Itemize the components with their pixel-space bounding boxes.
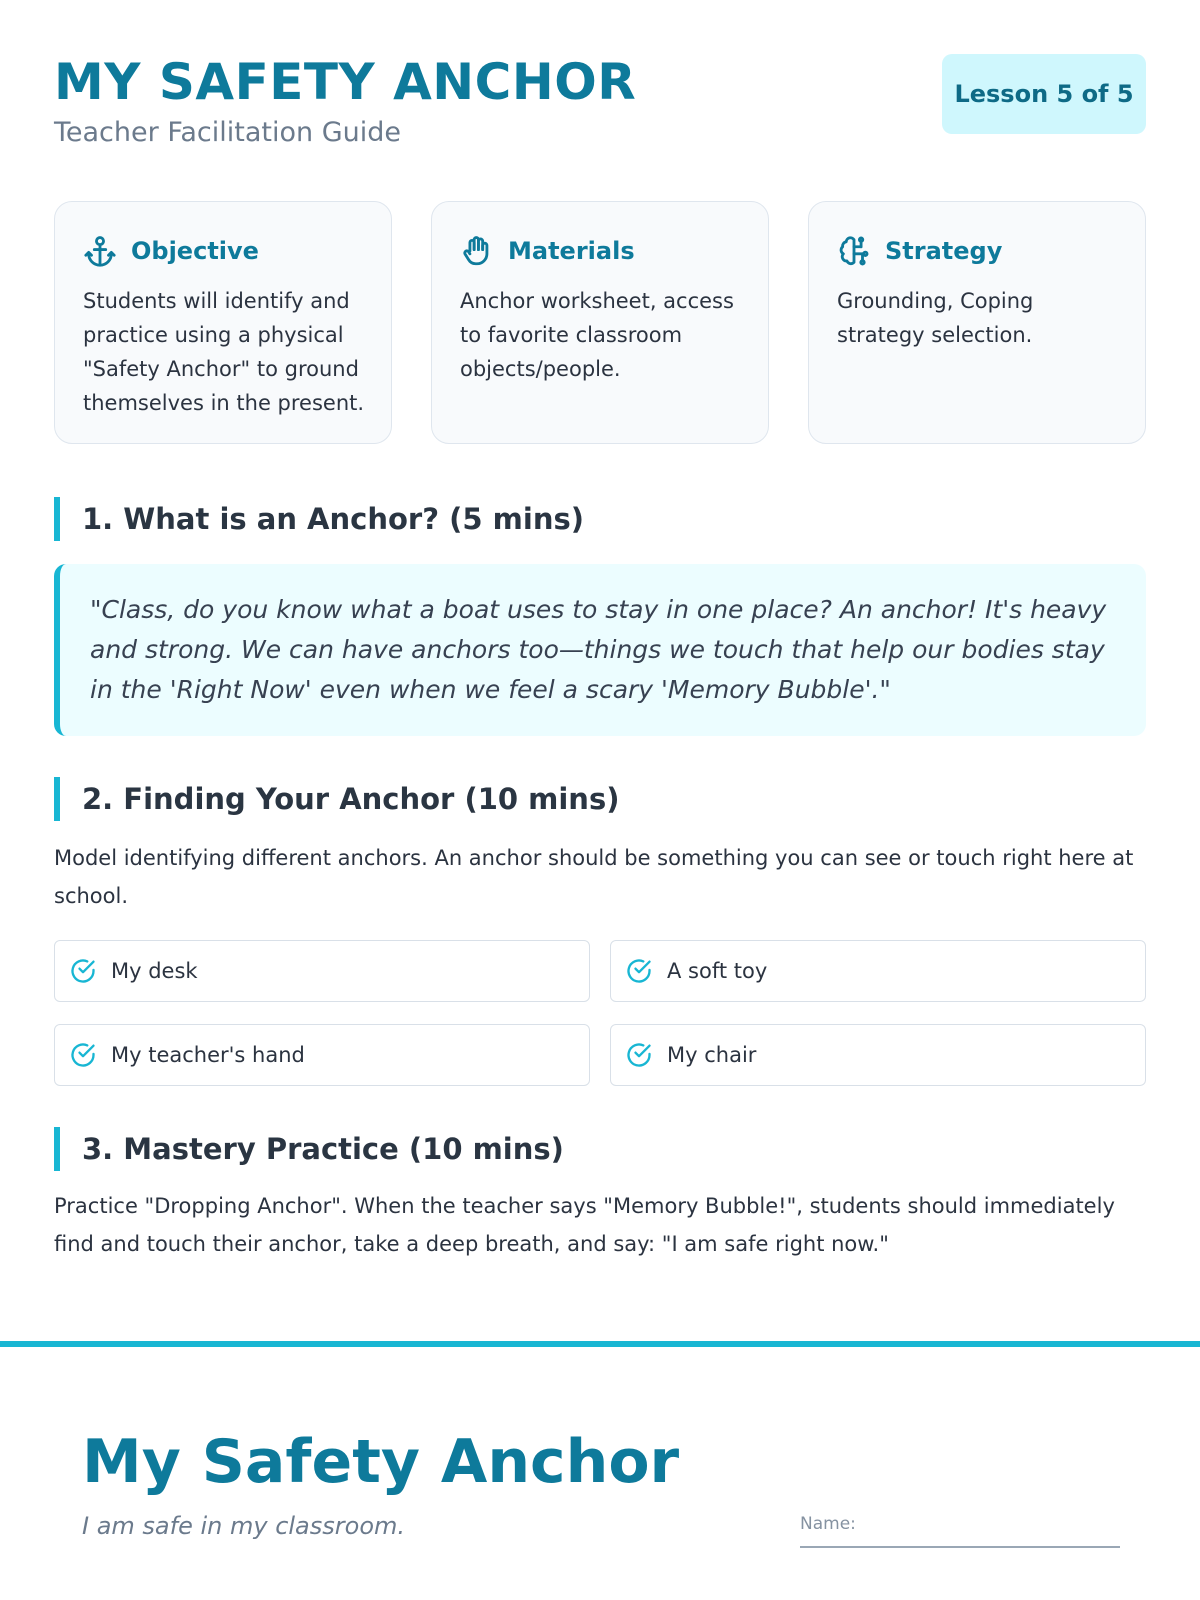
info-cards xyxy=(54,201,1146,444)
page-header xyxy=(54,52,1146,162)
quote-text: "Class, do you know what a boat uses to stay in one place? An anchor! It's heavy and strong. We can have anchors too—things we touch that help our bodies stay in the 'Right Now' even when we feel a scary 'Memory Bubble'." xyxy=(90,595,1107,704)
lesson-badge: Lesson 5 of 5 xyxy=(942,54,1146,134)
worksheet-title: My Safety Anchor xyxy=(82,1427,680,1497)
name-field[interactable] xyxy=(800,1514,1120,1548)
strategy-card xyxy=(808,201,1146,444)
name-label: Name: xyxy=(800,1514,856,1534)
section-title: 1. What is an Anchor? (5 mins) xyxy=(82,502,584,536)
page-subtitle: Teacher Facilitation Guide xyxy=(54,117,401,148)
anchor-option-label: My desk xyxy=(111,959,198,983)
section-accent-bar xyxy=(54,497,60,541)
section-text: Model identifying different anchors. An anchor should be something you can see or touch right here at school. xyxy=(54,846,1134,908)
check-circle-icon xyxy=(69,1041,97,1069)
anchor-option-teacher-hand xyxy=(54,1024,590,1086)
section-mastery-practice xyxy=(54,1127,1146,1263)
card-title-objective: Objective xyxy=(131,237,259,265)
section-finding-anchor xyxy=(54,777,1146,915)
page-divider xyxy=(0,1341,1200,1347)
anchor-option-label: My teacher's hand xyxy=(111,1043,305,1067)
anchor-icon xyxy=(83,234,117,268)
materials-card xyxy=(431,201,769,444)
card-text-materials: Anchor worksheet, access to favorite classroom objects/people. xyxy=(460,289,734,381)
anchor-option-chair xyxy=(610,1024,1146,1086)
card-text-strategy: Grounding, Coping strategy selection. xyxy=(837,289,1034,347)
card-title-materials: Materials xyxy=(508,237,635,265)
check-circle-icon xyxy=(69,957,97,985)
anchor-option-desk xyxy=(54,940,590,1002)
section-what-is-anchor xyxy=(54,497,1146,541)
section-title: 3. Mastery Practice (10 mins) xyxy=(82,1132,564,1166)
anchor-option-label: My chair xyxy=(667,1043,757,1067)
section-text: Practice "Dropping Anchor". When the teacher says "Memory Bubble!", students should immediately find and touch their anchor, take a deep breath, and say: "I am safe right now." xyxy=(54,1194,1115,1256)
card-text-objective: Students will identify and practice using a physical "Safety Anchor" to ground themselves in the present. xyxy=(83,289,365,415)
section-accent-bar xyxy=(54,777,60,821)
anchor-options xyxy=(54,940,1146,1086)
brain-icon xyxy=(837,234,871,268)
anchor-option-label: A soft toy xyxy=(667,959,768,983)
page-title: MY SAFETY ANCHOR xyxy=(54,53,637,111)
hand-icon xyxy=(460,234,494,268)
objective-card xyxy=(54,201,392,444)
check-circle-icon xyxy=(625,957,653,985)
section-title: 2. Finding Your Anchor (10 mins) xyxy=(82,782,620,816)
script-quote xyxy=(54,564,1146,736)
anchor-option-soft-toy xyxy=(610,940,1146,1002)
card-title-strategy: Strategy xyxy=(885,237,1003,265)
worksheet-subtitle: I am safe in my classroom. xyxy=(82,1512,406,1540)
check-circle-icon xyxy=(625,1041,653,1069)
section-accent-bar xyxy=(54,1127,60,1171)
